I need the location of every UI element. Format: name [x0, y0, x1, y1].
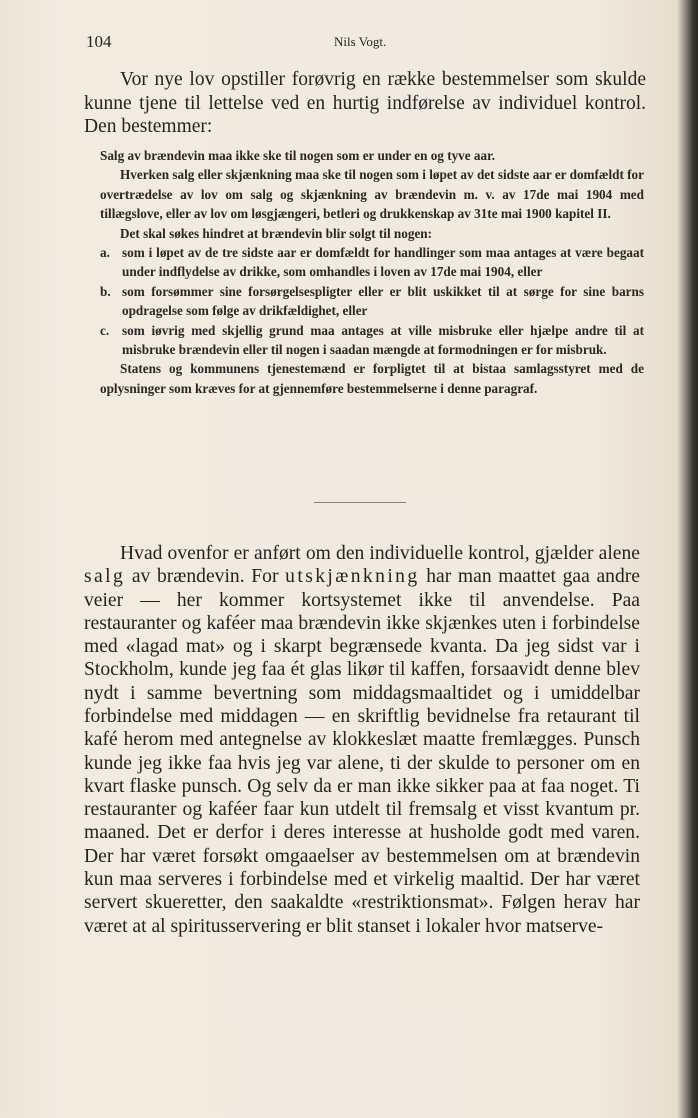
item-text: som i løpet av de tre sidste aar er domfældt for handlinger som maa antages at være begaat under indflydelse av drikke, som omhandles i loven av 17de mai 1904, eller — [122, 245, 644, 280]
intro-paragraph — [84, 68, 646, 139]
quote-paragraph-1: Salg av brændevin maa ikke ske til nogen som er under en og tyve aar. — [100, 148, 496, 163]
body-paragraph — [84, 542, 640, 938]
body-text-3: har man maattet gaa andre veier — her kommer kortsystemet ikke til anvendelse. Paa restauranter og kaféer maa brændevin ikke skjænkes uten i forbindelse med «lagad mat» og i skarpt begrænsede kvanta. Da jeg sidst var i Stockholm, kunde jeg faa ét glas likør til kaffen, forsaavidt denne blev nydt i samme bevertning som middagsmaaltidet og i umiddelbar forbindelse med middagen — en skriftlig bevidnelse fra retaurant til kafé herom med antegnelse av klokkeslæt maatte fremlægges. Punsch kunde jeg ikke faa hvis jeg var alene, ti der skulde to personer om en kvart flaske punsch. Og selv da er man ikke sikker paa at faa noget. Ti restauranter og kaféer faar kun utdelt til fremsalg et visst kvantum pr. maaned. Det er derfor i deres interesse at husholde godt med varen. Der har været forsøkt omgaaelser av bestemmelsen om at brændevin kun maa serveres i forbindelse med et virkelig maaltid. Der har været servert skueretter, den saakaldte «restriktionsmat». Følgen herav har været at al spiritusservering er blit stanset i lokaler hvor matserve- — [84, 566, 640, 937]
section-divider — [314, 502, 406, 503]
item-marker: b. — [100, 283, 111, 299]
emphasis-salg: salg — [84, 566, 126, 588]
law-quote — [100, 146, 644, 398]
quote-item-b — [100, 282, 644, 321]
running-head: Nils Vogt. — [334, 34, 387, 49]
item-text: som forsømmer sine forsørgelsespligter eller er blit uskikket til at sørge for sine barns opdragelse som følge av drikfældighet, eller — [122, 283, 644, 319]
emphasis-utskjaenkning: utskjænkning — [285, 566, 420, 588]
body-text-1: Hvad ovenfor er anført om den individuelle kontrol, gjælder alene — [120, 543, 640, 564]
page-header — [86, 32, 646, 54]
item-text: som iøvrig med skjellig grund maa antages at ville misbruke eller hjælpe andre til at misbruke brændevin eller til nogen i saadan mængde at formodningen er for misbruk. — [122, 322, 644, 358]
quote-paragraph-3: Det skal søkes hindret at brændevin blir solgt til nogen: — [120, 225, 433, 241]
quote-paragraph-2: Hverken salg eller skjænkning maa ske til nogen som i løpet av det sidste aar er domfældt for overtrædelse av lov om salg og skjænkning av brændevin m. v. av 17de mai 1904 med tillægslove, eller av lov om løsgjængeri, betleri og drukkenskap av 31te mai 1900 kapitel II. — [100, 167, 644, 222]
intro-text: Vor nye lov opstiller forøvrig en række bestemmelser som skulde kunne tjene til lettelse ved en hurtig indførelse av individuel kontrol. Den bestemmer: — [84, 69, 646, 137]
item-marker: a. — [100, 245, 110, 261]
quote-item-a — [100, 243, 644, 282]
quote-item-c — [100, 321, 644, 360]
item-marker: c. — [100, 322, 110, 338]
quote-paragraph-4: Statens og kommunens tjenestemænd er forpligtet til at bistaa samlagsstyret med de oplysninger som kræves for at gjennemføre bestemmelserne i denne paragraf. — [100, 361, 644, 396]
main-body — [84, 542, 640, 938]
body-text-2: av brændevin. For — [125, 566, 286, 588]
page-number: 104 — [86, 32, 112, 51]
